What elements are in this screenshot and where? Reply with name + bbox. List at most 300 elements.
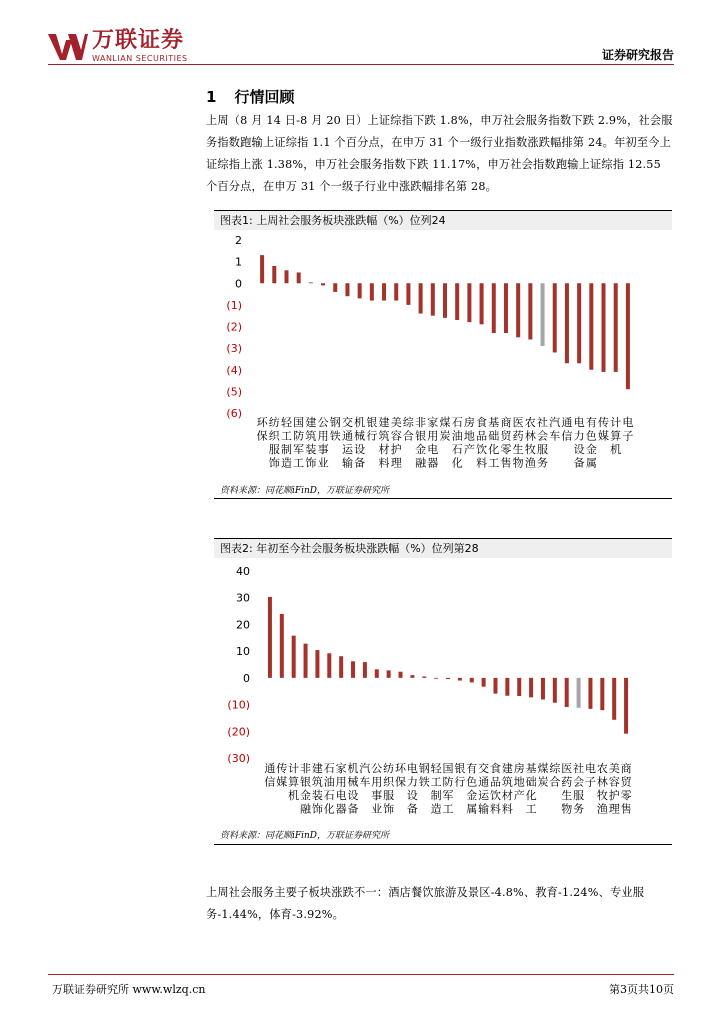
x-category-label: 通 — [561, 416, 573, 429]
x-category-label: 公 — [317, 416, 329, 429]
bar-家用电器 — [339, 656, 343, 678]
x-category-label: 物 — [512, 456, 524, 470]
x-category-label: 银 — [454, 762, 466, 775]
x-category-label: 服 — [268, 443, 280, 456]
x-category-label: 媒 — [276, 775, 288, 789]
x-category-label: 品 — [476, 429, 488, 443]
x-category-label: 机 — [347, 762, 359, 775]
bar-建筑材料 — [505, 678, 509, 696]
x-category-label: 铁 — [418, 775, 430, 789]
x-category-label: 机 — [288, 789, 300, 802]
bar-通信 — [565, 283, 569, 363]
x-category-label: 服 — [537, 443, 549, 456]
x-category-label: 美 — [390, 416, 402, 429]
bar-综合 — [553, 678, 557, 703]
bar-电子 — [626, 283, 630, 389]
x-category-label: 化 — [323, 802, 335, 816]
x-category-label: 融 — [415, 456, 427, 470]
section-title — [206, 86, 294, 107]
x-category-label: 属 — [585, 456, 597, 470]
bar-计算机 — [292, 636, 296, 678]
header-divider — [48, 64, 674, 65]
bar-钢铁 — [422, 677, 426, 678]
bar-商贸零售 — [624, 678, 628, 734]
footer-website: 万联证券研究所 www.wlzq.cn — [52, 983, 206, 996]
x-category-label: 医 — [512, 416, 524, 429]
x-category-label: 产 — [463, 443, 475, 456]
y-tick-label: 0 — [243, 671, 250, 685]
bar-建筑装饰 — [315, 650, 319, 678]
x-category-label: 房 — [463, 416, 475, 429]
x-category-label: 药 — [512, 429, 524, 443]
x-category-label: 会 — [573, 775, 585, 789]
x-category-label: 医 — [561, 762, 573, 775]
x-category-label: 设 — [354, 443, 366, 456]
x-category-label: 算 — [288, 775, 300, 789]
bar-非银金融 — [304, 644, 308, 678]
x-category-label: 备 — [347, 802, 359, 816]
x-category-label: 输 — [341, 456, 353, 470]
x-category-label: 用 — [335, 775, 347, 789]
x-category-label: 银 — [415, 429, 427, 443]
x-category-label: 商 — [500, 416, 512, 429]
bar-传媒 — [602, 283, 606, 372]
bar-机械设备 — [351, 661, 355, 678]
x-category-label: 林 — [524, 429, 536, 443]
x-category-label: 基 — [488, 416, 500, 429]
subsector-paragraph: 上周社会服务主要子板块涨跌不一：酒店餐饮旅游及景区-4.8%、教育-1.24%、专业服务-1.44%，体育-3.92%。 — [206, 886, 645, 921]
x-category-label: 融 — [300, 802, 312, 816]
x-category-label: 油 — [323, 775, 335, 789]
bar-社会服务 — [541, 283, 545, 346]
bar-综合 — [406, 283, 410, 305]
company-logo — [48, 30, 188, 64]
bar-纺织服饰 — [387, 670, 391, 677]
y-tick-label: 0 — [235, 277, 242, 291]
x-category-label: 电 — [573, 416, 585, 429]
bar-房地产 — [467, 283, 471, 322]
bar-银行 — [458, 678, 462, 681]
bar-汽车 — [553, 283, 557, 352]
x-category-label: 事 — [317, 443, 329, 456]
x-category-label: 汽 — [549, 416, 561, 429]
y-tick-label: (10) — [227, 698, 250, 712]
x-category-label: 物 — [561, 802, 573, 816]
x-category-label: 炭 — [439, 429, 451, 443]
y-tick-label: (20) — [227, 725, 250, 739]
y-tick-label: (3) — [226, 342, 242, 356]
x-category-label: 社 — [573, 762, 585, 775]
weekly-change-bar-chart — [214, 230, 672, 480]
x-category-label: 食 — [489, 762, 501, 775]
bar-煤炭 — [443, 283, 447, 318]
x-category-label: 会 — [537, 429, 549, 443]
x-category-label: 综 — [402, 416, 414, 429]
section-heading: 行情回顾 — [234, 88, 295, 106]
bar-农林牧渔 — [600, 678, 604, 710]
bar-公用事业 — [321, 283, 325, 285]
bar-电力设备 — [577, 283, 581, 363]
x-category-label: 械 — [347, 775, 359, 789]
x-category-label: 业 — [317, 456, 329, 470]
x-category-label: 合 — [549, 775, 561, 789]
x-category-label: 护 — [608, 789, 620, 802]
figure-title: 图表1: 上周社会服务板块涨跌幅（%）位列24 — [214, 210, 672, 230]
x-category-label: 备 — [406, 802, 418, 816]
bar-房地产 — [517, 678, 521, 696]
x-category-label: 制 — [280, 443, 292, 456]
x-category-label: 备 — [354, 456, 366, 470]
x-category-label: 农 — [596, 762, 608, 775]
x-category-label: 织 — [268, 429, 280, 443]
x-category-label: 国 — [293, 416, 305, 429]
x-category-label: 务 — [573, 802, 585, 816]
x-category-label: 工 — [488, 456, 500, 470]
x-category-label: 工 — [280, 429, 292, 443]
y-tick-label: (5) — [226, 385, 242, 399]
x-category-label: 工 — [525, 802, 537, 816]
x-category-label: 渔 — [596, 802, 608, 816]
y-tick-label: (2) — [226, 320, 242, 334]
logo-chinese-name: 万联证券 — [92, 28, 185, 53]
x-category-label: 装 — [305, 443, 317, 456]
bar-交通运输 — [345, 283, 349, 296]
bar-农林牧渔 — [528, 283, 532, 339]
bar-交通运输 — [482, 678, 486, 687]
x-category-label: 有 — [466, 762, 478, 775]
x-category-label: 电 — [584, 762, 596, 775]
x-category-label: 建 — [305, 416, 317, 429]
x-category-label: 石 — [451, 443, 463, 456]
x-category-label: 工 — [442, 802, 454, 816]
x-category-label: 理 — [390, 456, 402, 470]
x-category-label: 非 — [300, 762, 312, 775]
x-category-label: 料 — [489, 802, 501, 816]
footer-divider — [48, 974, 674, 975]
page-number: 第3页共10页 — [609, 983, 674, 996]
x-category-label: 交 — [478, 762, 490, 775]
x-category-label: 环 — [395, 762, 407, 775]
x-category-label: 食 — [476, 416, 488, 429]
bar-计算机 — [614, 283, 618, 372]
bar-传媒 — [280, 614, 284, 678]
x-category-label: 轻 — [280, 416, 292, 429]
x-category-label: 药 — [561, 775, 573, 789]
x-category-label: 运 — [341, 443, 353, 456]
x-category-label: 生 — [512, 443, 524, 456]
x-category-label: 备 — [573, 456, 585, 470]
x-category-label: 金 — [585, 443, 597, 456]
figure-bottom-rule — [214, 498, 672, 499]
bar-医药生物 — [516, 283, 520, 337]
figure-weekly-change — [214, 210, 672, 500]
x-category-label: 有 — [585, 416, 597, 429]
bar-家用电器 — [431, 283, 435, 315]
x-category-label: 化 — [525, 789, 537, 802]
x-category-label: 运 — [478, 789, 490, 802]
x-category-label: 设 — [406, 789, 418, 802]
x-category-label: 础 — [488, 429, 500, 443]
x-category-label: 石 — [323, 762, 335, 775]
x-category-label: 械 — [354, 429, 366, 443]
x-category-label: 传 — [276, 762, 288, 775]
x-category-label: 防 — [293, 429, 305, 443]
x-category-label: 车 — [359, 775, 371, 789]
y-tick-label: 40 — [236, 565, 250, 578]
x-category-label: 计 — [288, 762, 300, 775]
bar-食品饮料 — [493, 678, 497, 694]
bar-轻工制造 — [284, 270, 288, 283]
x-category-label: 基 — [525, 762, 537, 775]
figure-ytd-change — [214, 538, 672, 846]
x-category-label: 造 — [280, 456, 292, 470]
x-category-label: 非 — [415, 416, 427, 429]
x-category-label: 牧 — [524, 443, 536, 456]
figure-source: 资料来源：同花顺iFinD，万联证券研究所 — [220, 831, 390, 841]
x-category-label: 服 — [573, 789, 585, 802]
x-category-label: 轻 — [430, 762, 442, 775]
x-category-label: 环 — [256, 416, 268, 429]
x-category-label: 电 — [622, 416, 634, 429]
x-category-label: 钢 — [418, 762, 430, 775]
page-header — [48, 30, 674, 66]
bar-国防军工 — [297, 272, 301, 283]
x-category-label: 饰 — [383, 802, 395, 816]
bar-石油石化 — [327, 653, 331, 678]
x-category-label: 银 — [300, 775, 312, 789]
x-category-label: 零 — [500, 443, 512, 456]
x-category-label: 金 — [466, 789, 478, 802]
x-category-label: 材 — [501, 789, 513, 802]
y-tick-label: 10 — [236, 645, 250, 659]
x-category-label: 建 — [378, 416, 390, 429]
x-category-label: 金 — [300, 789, 312, 802]
x-category-label: 理 — [608, 802, 620, 816]
y-tick-label: 1 — [235, 255, 242, 269]
x-category-label: 属 — [466, 802, 478, 816]
x-category-label: 工 — [293, 456, 305, 470]
x-category-label: 煤 — [439, 416, 451, 429]
bar-银行 — [370, 283, 374, 300]
x-category-label: 用 — [371, 775, 383, 789]
x-category-label: 汽 — [359, 762, 371, 775]
x-category-label: 纺 — [383, 762, 395, 775]
x-category-label: 家 — [427, 416, 439, 429]
x-category-label: 合 — [402, 429, 414, 443]
x-category-label: 化 — [451, 456, 463, 470]
bar-有色金属 — [589, 283, 593, 370]
y-tick-label: (6) — [226, 407, 242, 420]
x-category-label: 业 — [371, 802, 383, 816]
x-category-label: 建 — [311, 762, 323, 775]
x-category-label: 电 — [406, 762, 418, 775]
x-category-label: 服 — [383, 789, 395, 802]
bar-医药生物 — [565, 678, 569, 707]
x-category-label: 工 — [430, 775, 442, 789]
x-category-label: 机 — [354, 416, 366, 429]
x-category-label: 地 — [513, 775, 525, 789]
bar-国防军工 — [446, 678, 450, 679]
x-category-label: 通 — [478, 775, 490, 789]
x-category-label: 售 — [620, 802, 632, 816]
section-number: 1 — [206, 88, 217, 106]
x-category-label: 交 — [341, 416, 353, 429]
x-category-label: 色 — [585, 429, 597, 443]
x-category-label: 美 — [608, 762, 620, 775]
x-category-label: 料 — [476, 456, 488, 470]
x-category-label: 材 — [378, 443, 390, 456]
x-category-label: 产 — [513, 789, 525, 802]
x-category-label: 器 — [335, 802, 347, 816]
x-category-label: 牧 — [596, 789, 608, 802]
x-category-label: 通 — [264, 762, 276, 775]
x-category-label: 渔 — [524, 456, 536, 470]
bar-钢铁 — [333, 283, 337, 292]
bar-轻工制造 — [434, 678, 438, 679]
x-category-label: 设 — [347, 789, 359, 802]
x-category-label: 农 — [524, 416, 536, 429]
x-category-label: 钢 — [329, 416, 341, 429]
x-category-label: 防 — [442, 775, 454, 789]
bar-通信 — [268, 597, 272, 678]
x-category-label: 化 — [488, 443, 500, 456]
x-category-label: 军 — [293, 443, 305, 456]
figure-bottom-rule — [214, 844, 672, 845]
bar-基础化工 — [492, 283, 496, 333]
x-category-label: 造 — [430, 802, 442, 816]
x-category-label: 炭 — [537, 775, 549, 789]
bar-机械设备 — [358, 283, 362, 298]
x-category-label: 车 — [549, 429, 561, 443]
x-category-label: 行 — [366, 429, 378, 443]
x-category-label: 建 — [501, 762, 513, 775]
x-category-label: 信 — [264, 775, 276, 789]
x-category-label: 生 — [561, 789, 573, 802]
bar-美容护理 — [394, 283, 398, 300]
bar-石油石化 — [455, 283, 459, 320]
x-category-label: 机 — [610, 443, 622, 456]
x-category-label: 算 — [610, 429, 622, 443]
bar-环保 — [260, 255, 264, 283]
x-category-label: 电 — [335, 789, 347, 802]
x-category-label: 护 — [390, 443, 402, 456]
x-category-label: 行 — [454, 775, 466, 789]
x-category-label: 饰 — [311, 802, 323, 816]
x-category-label: 织 — [383, 775, 395, 789]
figure-title: 图表2: 年初至今社会服务板块涨跌幅（%）位列第28 — [214, 538, 672, 558]
x-category-label: 饰 — [305, 456, 317, 470]
x-category-label: 军 — [442, 789, 454, 802]
x-category-label: 信 — [561, 429, 573, 443]
x-category-label: 器 — [427, 456, 439, 470]
bar-汽车 — [363, 662, 367, 678]
x-category-label: 商 — [620, 762, 632, 775]
x-category-label: 国 — [442, 762, 454, 775]
x-category-label: 品 — [489, 775, 501, 789]
x-category-label: 综 — [549, 762, 561, 775]
x-category-label: 饰 — [268, 456, 280, 470]
bar-社会服务 — [577, 678, 581, 708]
x-category-label: 筑 — [501, 775, 513, 789]
x-category-label: 制 — [430, 789, 442, 802]
x-category-label: 地 — [463, 429, 475, 443]
logo-english-name: WANLIAN SECURITIES — [92, 54, 188, 63]
x-category-label: 容 — [390, 429, 402, 443]
x-category-label: 纺 — [268, 416, 280, 429]
x-category-label: 石 — [323, 789, 335, 802]
x-category-label: 料 — [501, 802, 513, 816]
x-category-label: 子 — [584, 775, 596, 789]
x-category-label: 售 — [500, 456, 512, 470]
x-category-label: 力 — [573, 429, 585, 443]
y-tick-label: (30) — [227, 752, 250, 765]
bar-环保 — [399, 672, 403, 678]
y-tick-label: 20 — [236, 618, 250, 632]
bar-建筑材料 — [382, 283, 386, 300]
x-category-label: 媒 — [598, 429, 610, 443]
bar-有色金属 — [470, 678, 474, 683]
x-category-label: 煤 — [537, 762, 549, 775]
x-category-label: 林 — [596, 775, 608, 789]
bar-电力设备 — [410, 675, 414, 678]
x-category-label: 公 — [371, 762, 383, 775]
x-category-label: 保 — [395, 775, 407, 789]
x-category-label: 用 — [317, 429, 329, 443]
y-tick-label: 30 — [236, 591, 250, 605]
ytd-change-bar-chart — [214, 558, 672, 826]
x-category-label: 计 — [610, 416, 622, 429]
y-tick-label: 2 — [235, 234, 242, 247]
bar-煤炭 — [541, 678, 545, 700]
wanlian-logo-icon — [48, 30, 88, 64]
x-category-label: 装 — [311, 789, 323, 802]
x-category-label: 银 — [366, 416, 378, 429]
x-category-label: 础 — [525, 775, 537, 789]
x-category-label: 房 — [513, 762, 525, 775]
x-category-label: 用 — [427, 429, 439, 443]
x-category-label: 务 — [537, 456, 549, 470]
x-category-label: 家 — [335, 762, 347, 775]
y-tick-label: (4) — [226, 363, 242, 377]
bar-非银金融 — [419, 283, 423, 313]
x-category-label: 筑 — [311, 775, 323, 789]
report-type-label: 证券研究报告 — [601, 48, 674, 62]
x-category-label: 饮 — [489, 789, 501, 802]
x-category-label: 零 — [620, 789, 632, 802]
bar-基础化工 — [529, 678, 533, 698]
x-category-label: 料 — [378, 456, 390, 470]
x-category-label: 金 — [415, 443, 427, 456]
x-category-label: 电 — [427, 443, 439, 456]
x-category-label: 筑 — [305, 429, 317, 443]
market-review-paragraph: 上周（8 月 14 日-8 月 20 日）上证综指下跌 1.8%，申万社会服务指数下跌 2.9%，社会服务指数跑输上证综指 1.1 个百分点，在申万 31 个一级行业指数涨跌幅排第 24。年初至今上证综指上涨 1.38%，申万社会服务指数下跌 11.17%，申万社会指数跑输上证综指 12.55 个百分点，在申万 31 个一级子行业中涨跌幅排名第 28。 — [206, 114, 673, 193]
x-category-label: 石 — [451, 416, 463, 429]
x-category-label: 贸 — [620, 775, 632, 789]
x-category-label: 油 — [451, 429, 463, 443]
x-category-label: 事 — [371, 789, 383, 802]
x-category-label: 饮 — [476, 443, 488, 456]
bar-电子 — [588, 678, 592, 709]
x-category-label: 社 — [537, 416, 549, 429]
x-category-label: 贸 — [500, 429, 512, 443]
bar-美容护理 — [612, 678, 616, 720]
x-category-label: 铁 — [329, 429, 341, 443]
x-category-label: 传 — [598, 416, 610, 429]
figure-source: 资料来源：同花顺iFinD，万联证券研究所 — [220, 486, 390, 496]
x-category-label: 子 — [622, 429, 634, 443]
y-tick-label: (1) — [226, 298, 242, 312]
bar-建筑装饰 — [309, 282, 313, 283]
